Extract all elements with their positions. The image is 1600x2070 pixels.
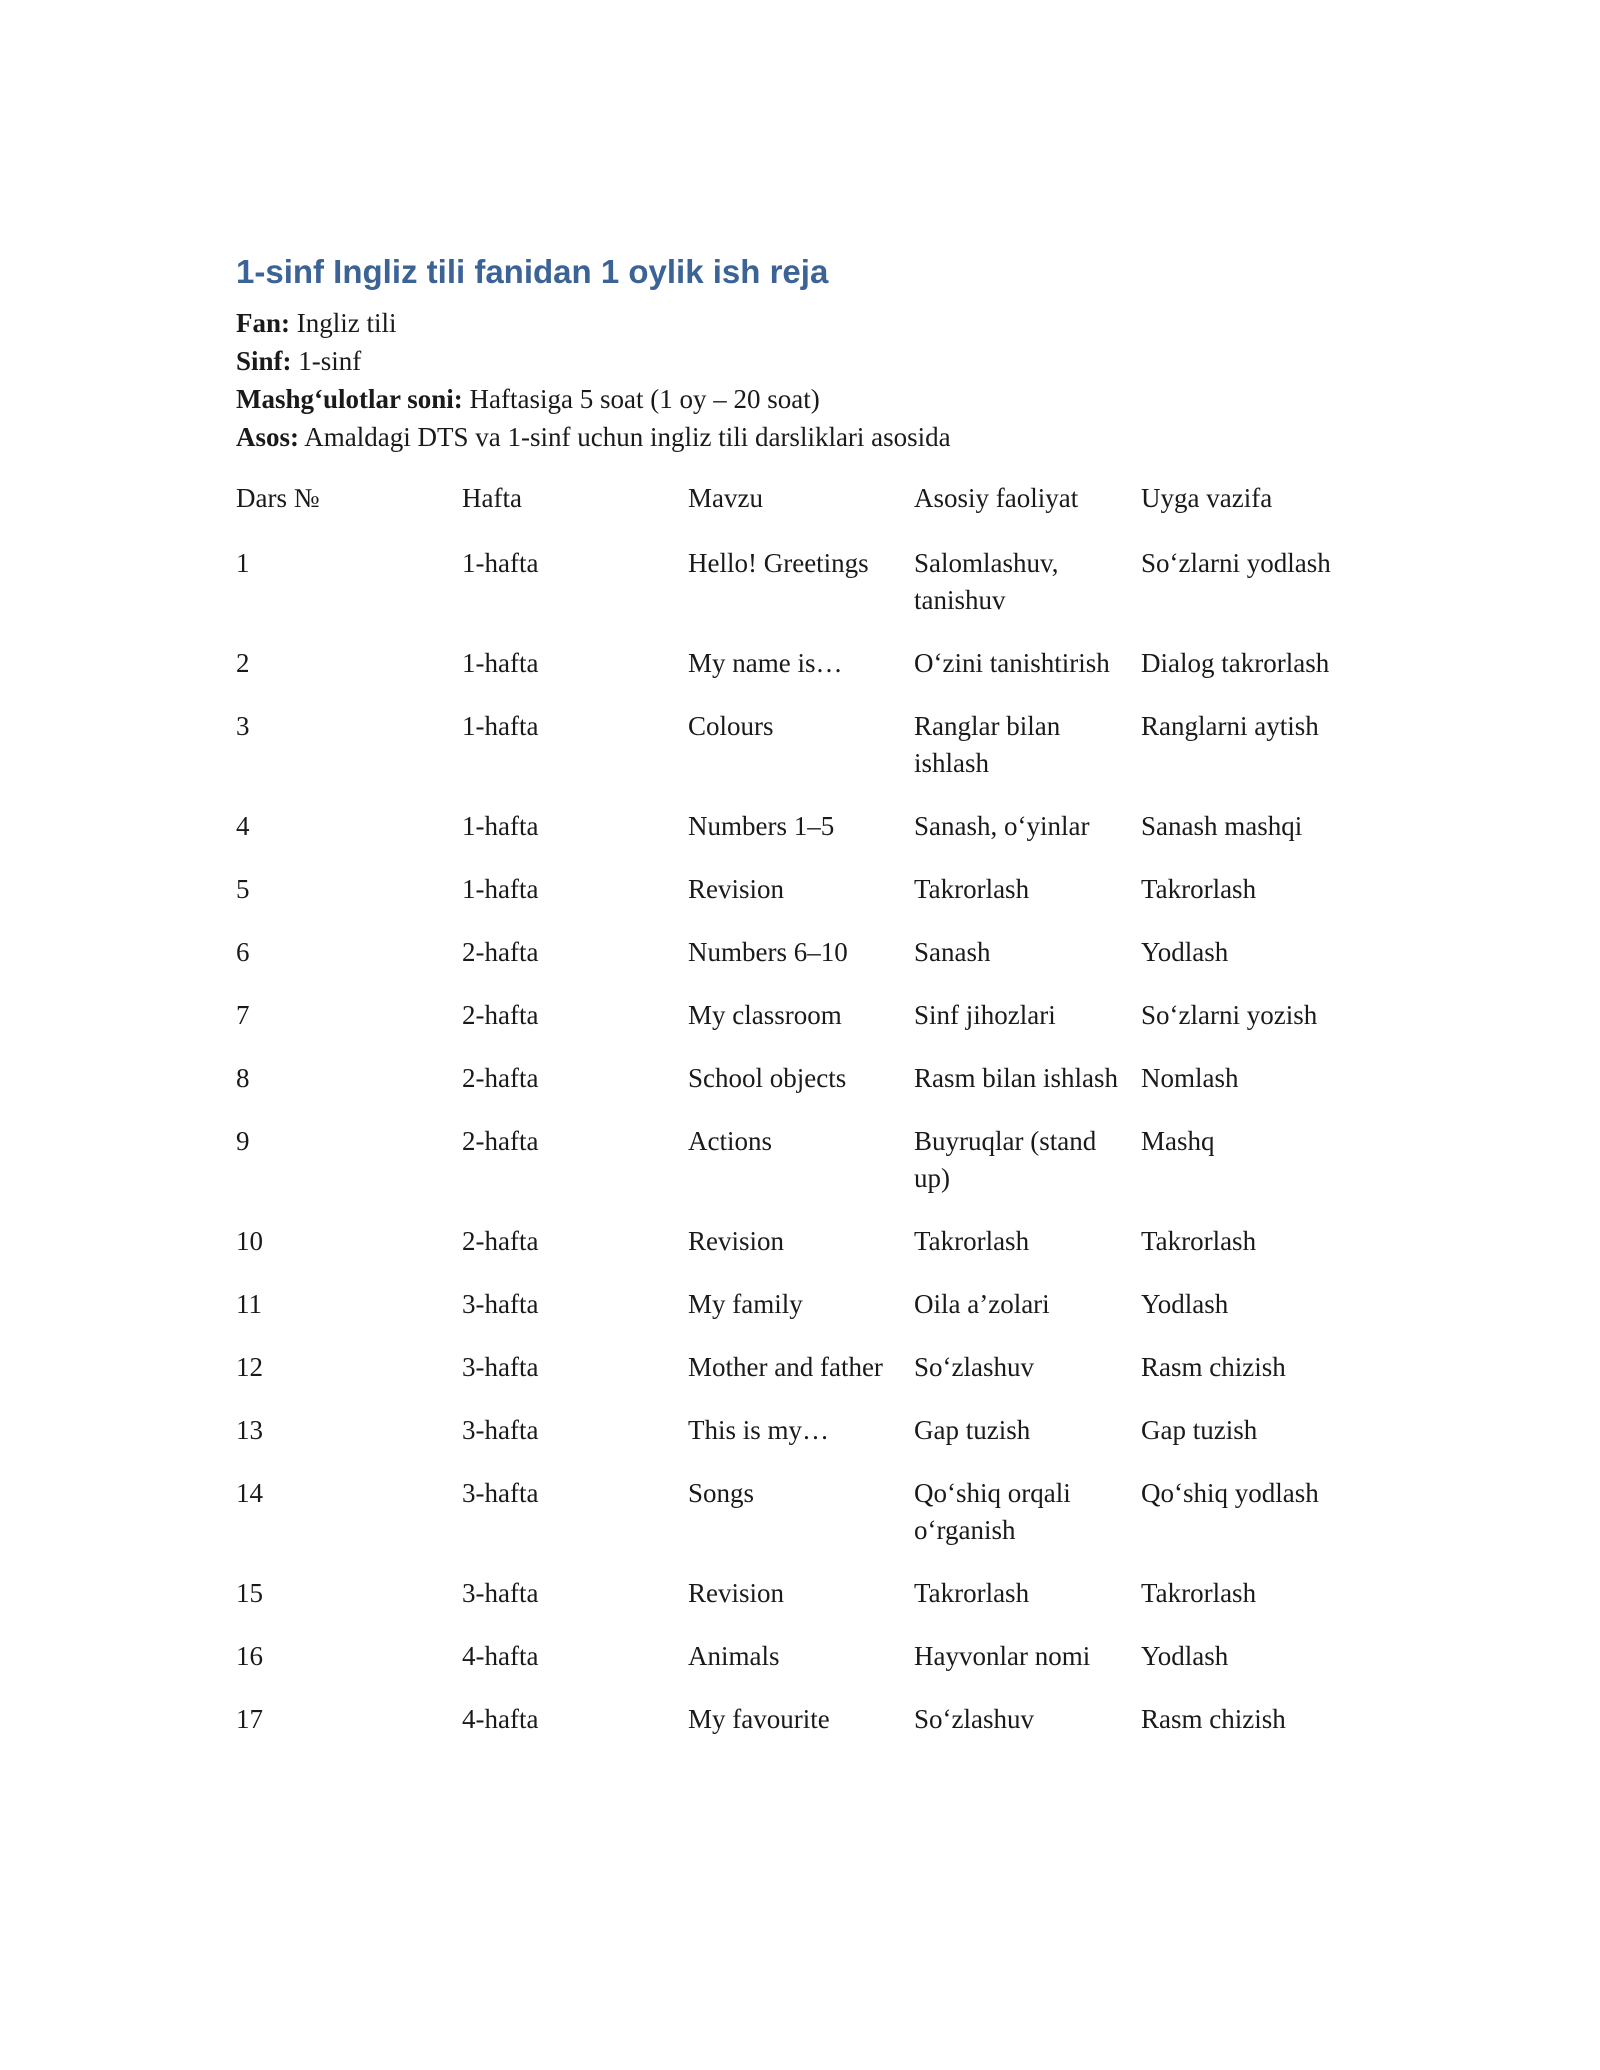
- cell-lesson-number: 10: [236, 1226, 263, 1256]
- cell-main-activity: Takrorlash: [914, 874, 1030, 904]
- cell-homework: Gap tuzish: [1141, 1415, 1258, 1445]
- document-page: [236, 250, 1366, 1764]
- table-row: [236, 1223, 1366, 1286]
- cell-lesson-number: 12: [236, 1352, 263, 1382]
- cell-homework: Sanash mashqi: [1141, 811, 1303, 841]
- cell-lesson-number: 8: [236, 1063, 250, 1093]
- cell-topic: My favourite: [688, 1704, 830, 1734]
- cell-homework: Yodlash: [1141, 937, 1229, 967]
- table-row: [236, 934, 1366, 997]
- cell-week: 3-hafta: [462, 1478, 539, 1508]
- cell-week: 2-hafta: [462, 1063, 539, 1093]
- table-row: [236, 1060, 1366, 1123]
- cell-homework: Dialog takrorlash: [1141, 648, 1330, 678]
- cell-topic: Revision: [688, 1226, 785, 1256]
- table-row: [236, 708, 1366, 808]
- cell-main-activity: So‘zlashuv: [914, 1704, 1034, 1734]
- meta-value: Haftasiga 5 soat (1 oy – 20 soat): [462, 384, 820, 414]
- meta-label: Sinf:: [236, 346, 292, 376]
- header-homework: Uyga vazifa: [1141, 483, 1273, 513]
- cell-main-activity: So‘zlashuv: [914, 1352, 1034, 1382]
- cell-topic: Revision: [688, 1578, 785, 1608]
- header-topic: Mavzu: [688, 483, 763, 513]
- cell-lesson-number: 9: [236, 1126, 250, 1156]
- cell-homework: Rasm chizish: [1141, 1704, 1286, 1734]
- cell-homework: Yodlash: [1141, 1289, 1229, 1319]
- cell-topic: School objects: [688, 1063, 847, 1093]
- meta-value: Ingliz tili: [290, 308, 397, 338]
- cell-main-activity: Sanash: [914, 937, 991, 967]
- table-row: [236, 1286, 1366, 1349]
- cell-topic: Numbers 6–10: [688, 937, 848, 967]
- cell-homework: Qo‘shiq yodlash: [1141, 1478, 1319, 1508]
- cell-topic: Revision: [688, 874, 785, 904]
- cell-topic: Colours: [688, 711, 774, 741]
- cell-homework: So‘zlarni yodlash: [1141, 548, 1331, 578]
- table-row: [236, 871, 1366, 934]
- cell-week: 2-hafta: [462, 1000, 539, 1030]
- cell-lesson-number: 7: [236, 1000, 250, 1030]
- cell-homework: Takrorlash: [1141, 1578, 1257, 1608]
- cell-main-activity: Qo‘shiq orqali o‘rganish: [914, 1478, 1071, 1545]
- cell-lesson-number: 1: [236, 548, 250, 578]
- cell-topic: My classroom: [688, 1000, 842, 1030]
- cell-topic: My name is…: [688, 648, 843, 678]
- header-lesson-number: Dars №: [236, 483, 320, 513]
- cell-topic: Numbers 1–5: [688, 811, 835, 841]
- cell-main-activity: Gap tuzish: [914, 1415, 1031, 1445]
- table-row: [236, 1701, 1366, 1764]
- meta-hours: [236, 380, 1366, 418]
- cell-week: 1-hafta: [462, 874, 539, 904]
- cell-lesson-number: 2: [236, 648, 250, 678]
- meta-grade: [236, 342, 1366, 380]
- cell-week: 3-hafta: [462, 1352, 539, 1382]
- cell-topic: This is my…: [688, 1415, 830, 1445]
- table-row: [236, 1123, 1366, 1223]
- header-week: Hafta: [462, 483, 522, 513]
- table-row: [236, 1412, 1366, 1475]
- cell-lesson-number: 11: [236, 1289, 262, 1319]
- cell-main-activity: Hayvonlar nomi: [914, 1641, 1091, 1671]
- cell-week: 1-hafta: [462, 548, 539, 578]
- meta-value: 1-sinf: [291, 346, 362, 376]
- cell-topic: Hello! Greetings: [688, 548, 869, 578]
- cell-homework: Yodlash: [1141, 1641, 1229, 1671]
- table-header: [236, 480, 1366, 545]
- cell-main-activity: Rasm bilan ishlash: [914, 1063, 1118, 1093]
- cell-main-activity: Ranglar bilan ishlash: [914, 711, 1061, 778]
- cell-lesson-number: 17: [236, 1704, 263, 1734]
- cell-main-activity: Sanash, o‘yinlar: [914, 811, 1090, 841]
- cell-main-activity: Takrorlash: [914, 1226, 1030, 1256]
- meta-basis: [236, 418, 1366, 456]
- cell-lesson-number: 14: [236, 1478, 263, 1508]
- table-row: [236, 1638, 1366, 1701]
- cell-lesson-number: 4: [236, 811, 250, 841]
- meta-label: Fan:: [236, 308, 290, 338]
- cell-main-activity: O‘zini tanishtirish: [914, 648, 1110, 678]
- page-title: 1-sinf Ingliz tili fanidan 1 oylik ish reja: [236, 253, 829, 290]
- cell-homework: Mashq: [1141, 1126, 1215, 1156]
- cell-week: 1-hafta: [462, 711, 539, 741]
- cell-lesson-number: 13: [236, 1415, 263, 1445]
- header-main-activity: Asosiy faoliyat: [914, 483, 1079, 513]
- cell-week: 4-hafta: [462, 1641, 539, 1671]
- meta-value: Amaldagi DTS va 1-sinf uchun ingliz tili darsliklari asosida: [299, 422, 951, 452]
- cell-main-activity: Takrorlash: [914, 1578, 1030, 1608]
- cell-homework: Takrorlash: [1141, 1226, 1257, 1256]
- table-row: [236, 997, 1366, 1060]
- cell-lesson-number: 6: [236, 937, 250, 967]
- cell-week: 2-hafta: [462, 1126, 539, 1156]
- cell-week: 3-hafta: [462, 1578, 539, 1608]
- cell-lesson-number: 15: [236, 1578, 263, 1608]
- table-row: [236, 545, 1366, 645]
- meta-label: Asos:: [236, 422, 300, 452]
- cell-week: 1-hafta: [462, 648, 539, 678]
- table-header-row: [236, 480, 1366, 545]
- cell-lesson-number: 16: [236, 1641, 263, 1671]
- cell-main-activity: Salomlashuv, tanishuv: [914, 548, 1059, 615]
- cell-lesson-number: 5: [236, 874, 250, 904]
- cell-topic: Mother and father: [688, 1352, 883, 1382]
- cell-homework: So‘zlarni yozish: [1141, 1000, 1318, 1030]
- cell-week: 4-hafta: [462, 1704, 539, 1734]
- cell-week: 2-hafta: [462, 937, 539, 967]
- cell-homework: Nomlash: [1141, 1063, 1239, 1093]
- meta-label: Mashg‘ulotlar soni:: [236, 384, 463, 414]
- meta-block: [236, 304, 1366, 456]
- cell-week: 1-hafta: [462, 811, 539, 841]
- cell-lesson-number: 3: [236, 711, 250, 741]
- table-row: [236, 1575, 1366, 1638]
- table-body: [236, 545, 1366, 1764]
- lesson-plan-table: [236, 480, 1366, 1764]
- cell-homework: Ranglarni aytish: [1141, 711, 1319, 741]
- cell-homework: Takrorlash: [1141, 874, 1257, 904]
- cell-homework: Rasm chizish: [1141, 1352, 1286, 1382]
- table-row: [236, 645, 1366, 708]
- cell-week: 3-hafta: [462, 1289, 539, 1319]
- cell-topic: Animals: [688, 1641, 780, 1671]
- cell-main-activity: Buyruqlar (stand up): [914, 1126, 1097, 1193]
- cell-topic: Songs: [688, 1478, 755, 1508]
- cell-topic: Actions: [688, 1126, 772, 1156]
- cell-main-activity: Oila a’zolari: [914, 1289, 1050, 1319]
- cell-main-activity: Sinf jihozlari: [914, 1000, 1056, 1030]
- cell-week: 2-hafta: [462, 1226, 539, 1256]
- cell-week: 3-hafta: [462, 1415, 539, 1445]
- table-row: [236, 1349, 1366, 1412]
- cell-topic: My family: [688, 1289, 803, 1319]
- table-row: [236, 1475, 1366, 1575]
- table-row: [236, 808, 1366, 871]
- meta-subject: [236, 304, 1366, 342]
